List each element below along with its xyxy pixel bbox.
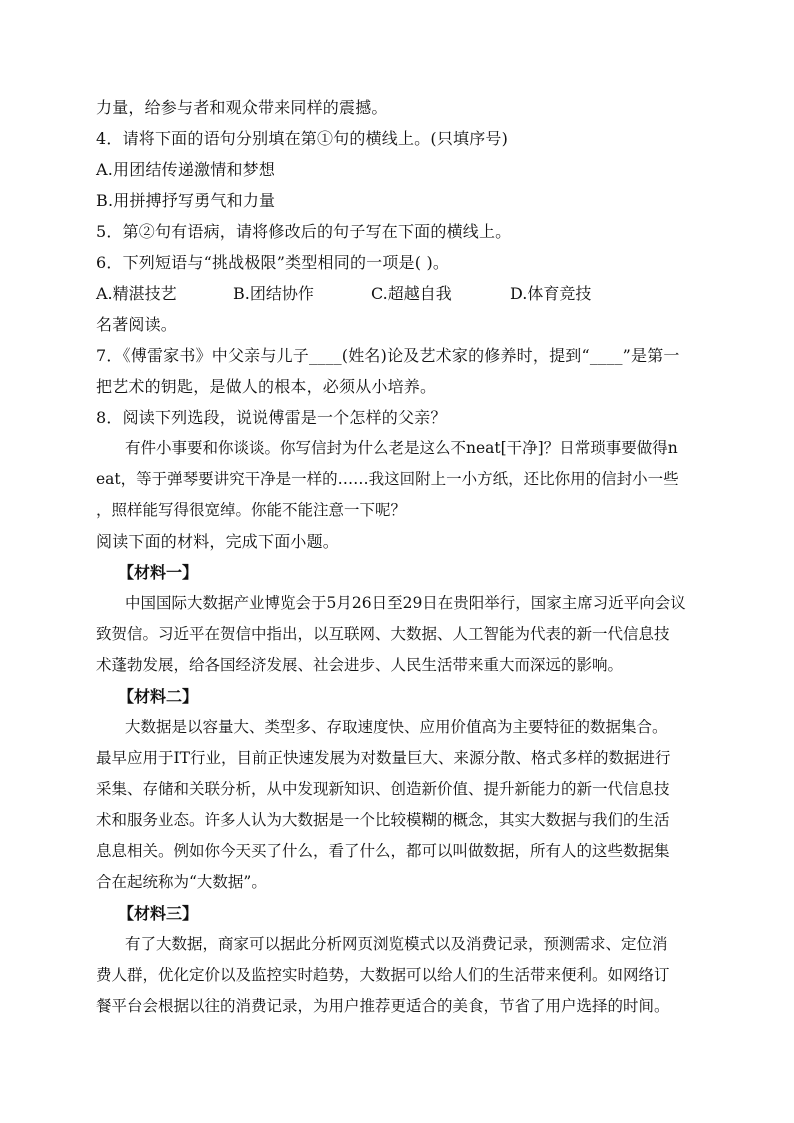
question-4: 4．请将下面的语句分别填在第①句的横线上。(只填序号): [96, 129, 509, 148]
question-6-option-a: A.精湛技艺: [96, 284, 177, 303]
question-7-line-1: 7．《傅雷家书》中父亲与儿子____(姓名)论及艺术家的修养时，提到“____”是第一: [96, 346, 680, 365]
excerpt-line-2: eat，等于弹琴要讲究干净是一样的……我这回附上一小方纸，还比你用的信封小一些: [96, 470, 679, 488]
material-2-line-6: 合在起统称为“大数据”。: [96, 873, 267, 891]
question-7-line-2: 把艺术的钥匙，是做人的根本，必须从小培养。: [96, 377, 437, 396]
question-5: 5．第②句有语病，请将修改后的句子写在下面的横线上。: [96, 222, 512, 241]
question-6-option-b: B.团结协作: [233, 284, 314, 303]
question-6: 6．下列短语与“挑战极限”类型相同的一项是( )。: [96, 253, 450, 272]
material-3-line-3: 餐平台会根据以往的消费记录，为用户推荐更适合的美食，节省了用户选择的时间。: [96, 997, 670, 1015]
question-4-option-b: B.用拼搏抒写勇气和力量: [96, 191, 276, 210]
material-3-title: 【材料三】: [118, 904, 199, 923]
continued-text: 力量，给参与者和观众带来同样的震撼。: [96, 98, 388, 117]
question-4-option-a: A.用团结传递激情和梦想: [96, 160, 276, 179]
section-heading-classics: 名著阅读。: [96, 315, 178, 334]
material-1-line-2: 致贺信。习近平在贺信中指出，以互联网、大数据、人工智能为代表的新一代信息技: [96, 625, 670, 643]
material-2-line-4: 术和服务业态。许多人认为大数据是一个比较模糊的概念，其实大数据与我们的生活: [96, 811, 670, 829]
material-1-line-3: 术蓬勃发展，给各国经济发展、社会进步、人民生活带来重大而深远的影响。: [96, 656, 624, 674]
excerpt-line-1: 有件小事要和你谈谈。你写信封为什么老是这么不neat[干净]？日常琐事要做得n: [125, 439, 678, 457]
material-2-title: 【材料二】: [118, 687, 199, 706]
excerpt-line-3: ，照样能写得很宽绰。你能不能注意一下呢？: [96, 501, 407, 519]
material-3-line-2: 费人群，优化定价以及监控实时趋势，大数据可以给人们的生活带来便利。如网络订: [96, 966, 670, 984]
material-2-line-3: 采集、存储和关联分析，从中发现新知识、创造新价值、提升新能力的新一代信息技: [96, 780, 670, 798]
question-8: 8．阅读下列选段，说说傅雷是一个怎样的父亲？: [96, 408, 447, 427]
material-1-title: 【材料一】: [118, 563, 199, 582]
material-2-line-2: 最早应用于IT行业，目前正快速发展为对数量巨大、来源分散、格式多样的数据进行: [96, 749, 671, 767]
section-heading-materials: 阅读下面的材料，完成下面小题。: [96, 532, 340, 551]
material-3-line-1: 有了大数据，商家可以据此分析网页浏览模式以及消费记录，预测需求、定位消: [125, 935, 668, 953]
material-1-line-1: 中国国际大数据产业博览会于5月26日至29日在贵阳举行，国家主席习近平向会议: [125, 594, 686, 612]
material-2-line-5: 息息相关。例如你今天买了什么，看了什么，都可以叫做数据，所有人的这些数据集: [96, 842, 670, 860]
question-6-option-d: D.体育竞技: [510, 284, 592, 303]
material-2-line-1: 大数据是以容量大、类型多、存取速度快、应用价值高为主要特征的数据集合。: [125, 718, 668, 736]
question-6-options: [96, 278, 698, 309]
question-6-option-c: C.超越自我: [371, 284, 452, 303]
